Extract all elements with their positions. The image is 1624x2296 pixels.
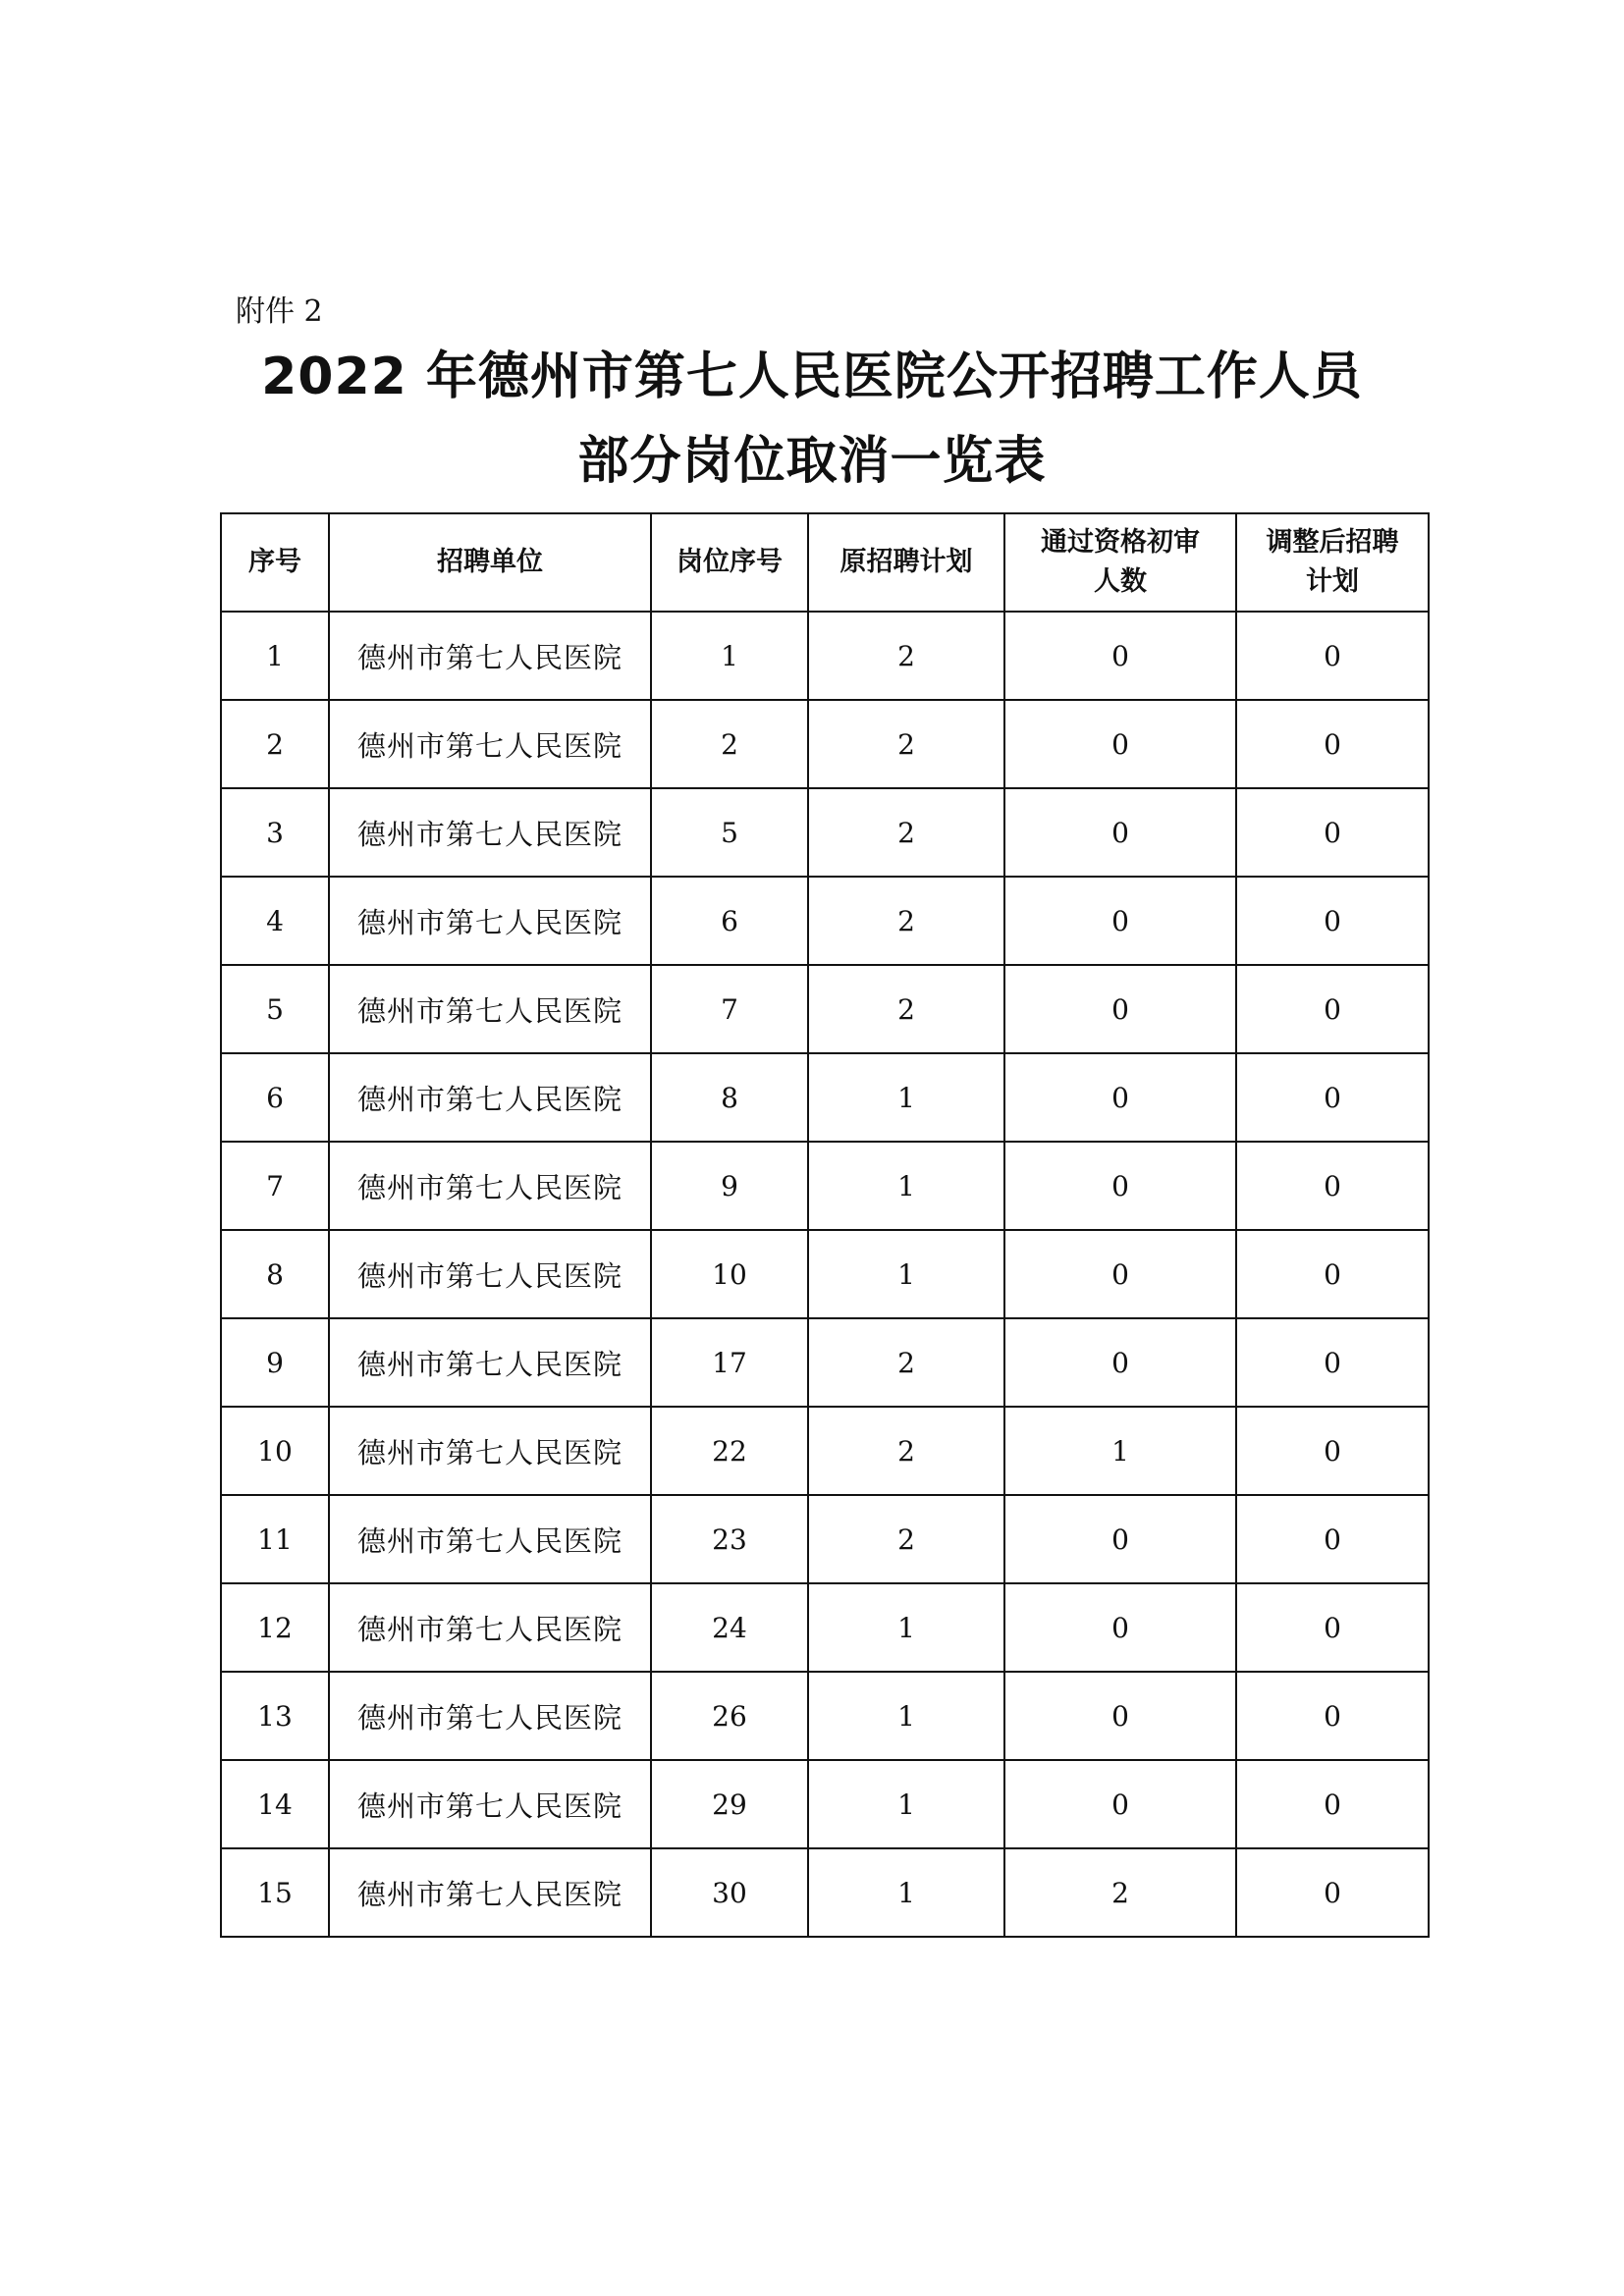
document-title-line2: 部分岗位取消一览表	[577, 432, 1047, 491]
table-row	[221, 612, 1429, 700]
cell-adjusted-plan: 0	[1236, 1318, 1429, 1407]
cell-original-plan: 1	[808, 1672, 1004, 1760]
cell-passed-review: 0	[1004, 1230, 1236, 1318]
cell-original-plan: 2	[808, 877, 1004, 965]
cell-post-no: 6	[651, 877, 808, 965]
cell-passed-review: 0	[1004, 965, 1236, 1053]
header-adjusted-plan	[1236, 513, 1429, 612]
header-passed-review-text: 通过资格初审人数	[1041, 527, 1200, 597]
cell-post-no: 29	[651, 1760, 808, 1848]
cell-original-plan: 1	[808, 1053, 1004, 1142]
header-adjusted-plan-text: 调整后招聘计划	[1266, 527, 1399, 597]
cell-original-plan: 2	[808, 1318, 1004, 1407]
cell-adjusted-plan: 0	[1236, 1760, 1429, 1848]
cell-original-plan: 2	[808, 612, 1004, 700]
document-title-line1: 2022 年德州市第七人民医院公开招聘工作人员	[261, 347, 1363, 406]
cell-seq: 8	[221, 1230, 329, 1318]
cell-post-no: 9	[651, 1142, 808, 1230]
cell-passed-review: 0	[1004, 700, 1236, 788]
cell-seq: 13	[221, 1672, 329, 1760]
cell-post-no: 30	[651, 1848, 808, 1937]
cell-post-no: 8	[651, 1053, 808, 1142]
cell-original-plan: 2	[808, 965, 1004, 1053]
table-row	[221, 1848, 1429, 1937]
cell-post-no: 10	[651, 1230, 808, 1318]
table-row	[221, 700, 1429, 788]
cell-unit: 德州市第七人民医院	[329, 1672, 651, 1760]
cell-original-plan: 2	[808, 788, 1004, 877]
cell-seq: 3	[221, 788, 329, 877]
cell-seq: 14	[221, 1760, 329, 1848]
cell-post-no: 24	[651, 1583, 808, 1672]
cell-post-no: 22	[651, 1407, 808, 1495]
cell-adjusted-plan: 0	[1236, 1848, 1429, 1937]
cell-seq: 4	[221, 877, 329, 965]
cell-post-no: 1	[651, 612, 808, 700]
cell-unit: 德州市第七人民医院	[329, 965, 651, 1053]
table-row	[221, 1583, 1429, 1672]
cell-passed-review: 0	[1004, 1142, 1236, 1230]
header-passed-review	[1004, 513, 1236, 612]
header-unit: 招聘单位	[329, 513, 651, 612]
cell-original-plan: 1	[808, 1230, 1004, 1318]
cell-seq: 12	[221, 1583, 329, 1672]
position-cancellation-table	[220, 512, 1430, 1938]
attachment-label: 附件 2	[236, 294, 323, 329]
cell-seq: 2	[221, 700, 329, 788]
cell-unit: 德州市第七人民医院	[329, 1848, 651, 1937]
table-row	[221, 1495, 1429, 1583]
header-seq: 序号	[221, 513, 329, 612]
table-row	[221, 877, 1429, 965]
cell-unit: 德州市第七人民医院	[329, 1583, 651, 1672]
cell-adjusted-plan: 0	[1236, 1495, 1429, 1583]
table-row	[221, 788, 1429, 877]
cell-adjusted-plan: 0	[1236, 1672, 1429, 1760]
cell-post-no: 17	[651, 1318, 808, 1407]
cell-post-no: 23	[651, 1495, 808, 1583]
cell-unit: 德州市第七人民医院	[329, 1495, 651, 1583]
cell-post-no: 7	[651, 965, 808, 1053]
cell-original-plan: 2	[808, 700, 1004, 788]
cell-seq: 15	[221, 1848, 329, 1937]
cell-seq: 7	[221, 1142, 329, 1230]
cell-seq: 9	[221, 1318, 329, 1407]
cell-post-no: 2	[651, 700, 808, 788]
cell-original-plan: 2	[808, 1407, 1004, 1495]
table-body	[221, 612, 1429, 1937]
header-post-no: 岗位序号	[651, 513, 808, 612]
cell-unit: 德州市第七人民医院	[329, 1142, 651, 1230]
cell-unit: 德州市第七人民医院	[329, 877, 651, 965]
cell-passed-review: 0	[1004, 1760, 1236, 1848]
cell-adjusted-plan: 0	[1236, 877, 1429, 965]
cell-adjusted-plan: 0	[1236, 1053, 1429, 1142]
cell-seq: 11	[221, 1495, 329, 1583]
cell-adjusted-plan: 0	[1236, 1142, 1429, 1230]
cell-unit: 德州市第七人民医院	[329, 1053, 651, 1142]
cell-passed-review: 0	[1004, 1672, 1236, 1760]
cell-original-plan: 2	[808, 1495, 1004, 1583]
cell-passed-review: 0	[1004, 612, 1236, 700]
cell-passed-review: 2	[1004, 1848, 1236, 1937]
cell-adjusted-plan: 0	[1236, 700, 1429, 788]
table-row	[221, 1318, 1429, 1407]
cell-unit: 德州市第七人民医院	[329, 1407, 651, 1495]
cell-adjusted-plan: 0	[1236, 965, 1429, 1053]
table-row	[221, 965, 1429, 1053]
cell-post-no: 26	[651, 1672, 808, 1760]
cell-passed-review: 0	[1004, 877, 1236, 965]
cell-seq: 1	[221, 612, 329, 700]
cell-unit: 德州市第七人民医院	[329, 1318, 651, 1407]
table-row	[221, 1142, 1429, 1230]
cell-unit: 德州市第七人民医院	[329, 612, 651, 700]
cell-passed-review: 0	[1004, 1053, 1236, 1142]
cell-unit: 德州市第七人民医院	[329, 788, 651, 877]
cell-passed-review: 0	[1004, 1583, 1236, 1672]
cell-adjusted-plan: 0	[1236, 612, 1429, 700]
cell-adjusted-plan: 0	[1236, 1230, 1429, 1318]
cell-passed-review: 0	[1004, 1495, 1236, 1583]
cell-seq: 6	[221, 1053, 329, 1142]
cell-original-plan: 1	[808, 1583, 1004, 1672]
table-row	[221, 1672, 1429, 1760]
cell-original-plan: 1	[808, 1848, 1004, 1937]
table-header-row	[221, 513, 1429, 612]
header-original-plan: 原招聘计划	[808, 513, 1004, 612]
cell-adjusted-plan: 0	[1236, 788, 1429, 877]
cell-passed-review: 0	[1004, 1318, 1236, 1407]
cell-adjusted-plan: 0	[1236, 1407, 1429, 1495]
table-row	[221, 1760, 1429, 1848]
table-row	[221, 1053, 1429, 1142]
cell-unit: 德州市第七人民医院	[329, 1230, 651, 1318]
cell-original-plan: 1	[808, 1760, 1004, 1848]
table-row	[221, 1407, 1429, 1495]
cell-passed-review: 1	[1004, 1407, 1236, 1495]
cell-adjusted-plan: 0	[1236, 1583, 1429, 1672]
cell-seq: 10	[221, 1407, 329, 1495]
cell-passed-review: 0	[1004, 788, 1236, 877]
table-row	[221, 1230, 1429, 1318]
cell-unit: 德州市第七人民医院	[329, 700, 651, 788]
cell-original-plan: 1	[808, 1142, 1004, 1230]
cell-post-no: 5	[651, 788, 808, 877]
cell-unit: 德州市第七人民医院	[329, 1760, 651, 1848]
cell-seq: 5	[221, 965, 329, 1053]
